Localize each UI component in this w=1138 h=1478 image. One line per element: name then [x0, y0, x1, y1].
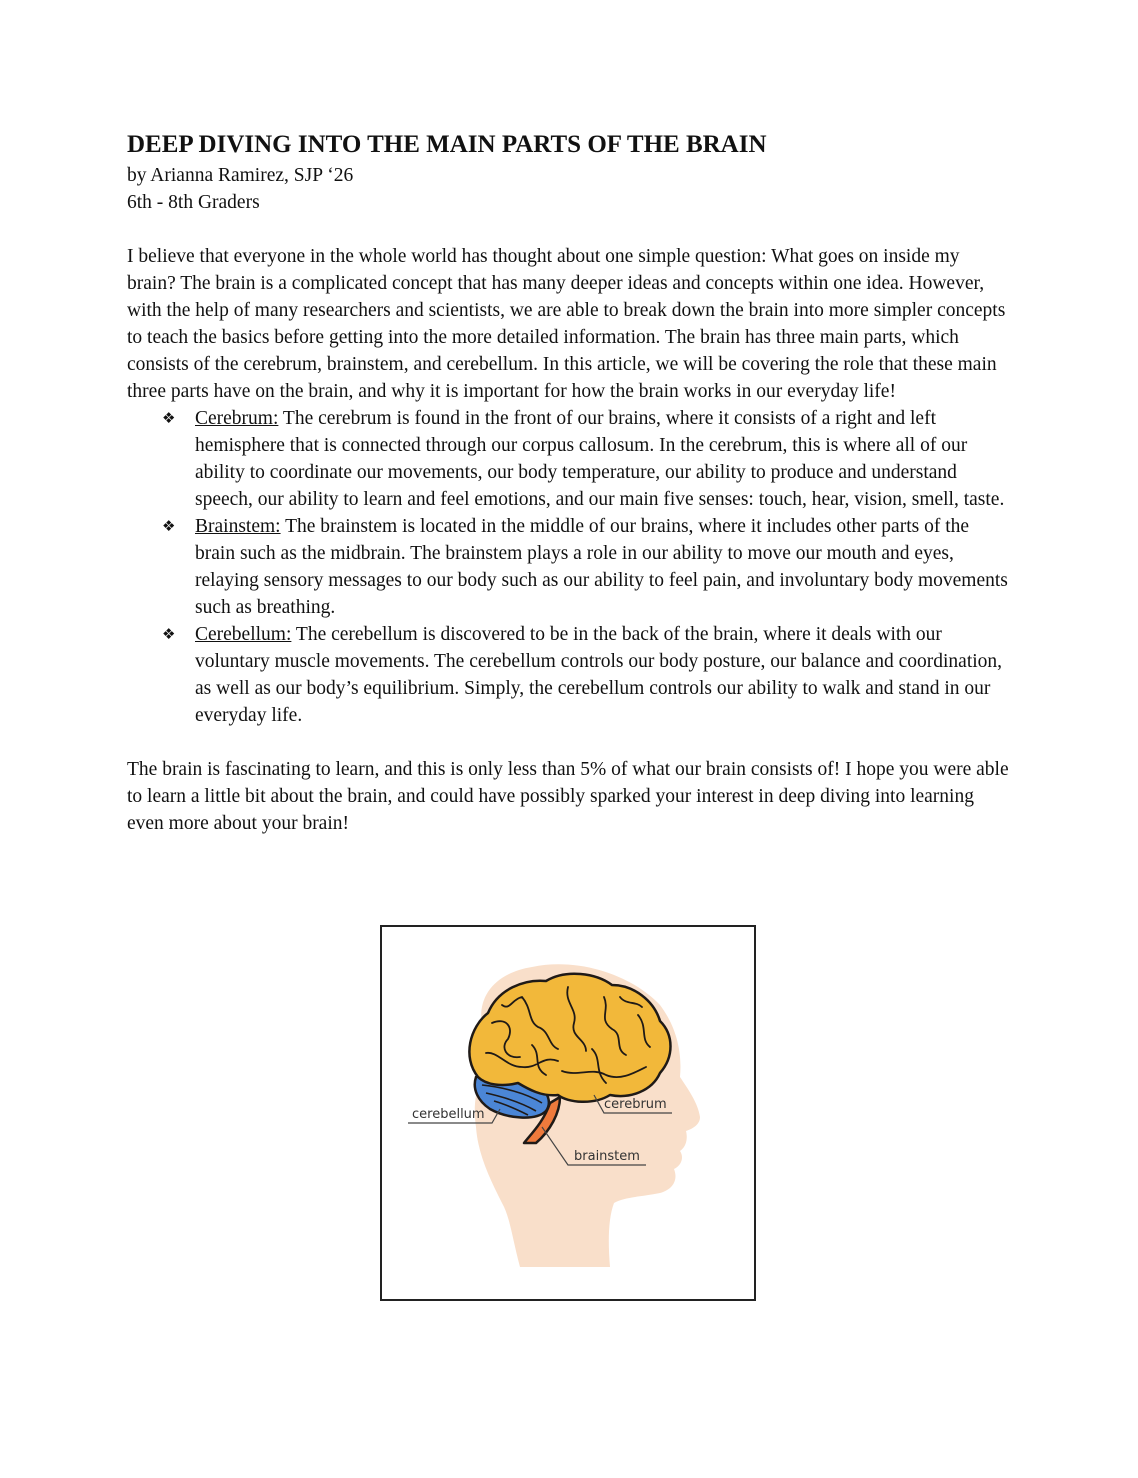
- article-byline: by Arianna Ramirez, SJP ‘26: [127, 165, 354, 186]
- brain-diagram: [382, 927, 754, 1299]
- term-cerebellum: Cerebellum:: [195, 624, 292, 645]
- document-page: [127, 128, 1011, 837]
- intro-paragraph: I believe that everyone in the whole world has thought about one simple question: What goes on inside my brain? The brain is a complicated concept that has many deeper ideas and concepts within one idea. However, with the help of many researchers and scientists, we are able to break down the brain into more simpler concepts to teach the basics before getting into the more detailed information. The brain has three main parts, which consists of the cerebrum, brainstem, and cerebellum. In this article, we will be covering the role that these main three parts have on the brain, and why it is important for how the brain works in our everyday life!: [127, 246, 1006, 402]
- article-title: DEEP DIVING INTO THE MAIN PARTS OF THE BRAIN: [127, 131, 767, 158]
- list-item-cerebrum: [127, 405, 1011, 513]
- term-brainstem: Brainstem:: [195, 516, 281, 537]
- conclusion-paragraph: The brain is fascinating to learn, and this is only less than 5% of what our brain consists of! I hope you were able to learn a little bit about the brain, and could have possibly sparked your interest in deep diving into learning even more about your brain!: [127, 759, 1009, 834]
- label-cerebrum: cerebrum: [604, 1097, 667, 1112]
- desc-cerebellum: The cerebellum is discovered to be in the back of the brain, where it deals with our voluntary muscle movements. The cerebellum controls our body posture, our balance and coordination, as well as our body’s equilibrium. Simply, the cerebellum controls our ability to walk and stand in our everyday life.: [195, 624, 1003, 726]
- list-item-brainstem: [127, 513, 1011, 621]
- label-cerebellum: cerebellum: [412, 1107, 485, 1122]
- spacer: [127, 216, 1011, 243]
- brain-diagram-figure: [380, 925, 756, 1301]
- diamond-bullet-icon: ❖: [162, 409, 176, 427]
- spacer: [127, 729, 1011, 756]
- article-audience: 6th - 8th Graders: [127, 192, 260, 213]
- desc-brainstem: The brainstem is located in the middle of our brains, where it includes other parts of the brain such as the midbrain. The brainstem plays a role in our ability to move our mouth and eyes, relaying sensory messages to our body such as our ability to feel pain, and involuntary body movements such as breathing.: [195, 516, 1008, 618]
- desc-cerebrum: The cerebrum is found in the front of our brains, where it consists of a right and left hemisphere that is connected through our corpus callosum. In the cerebrum, this is where all of our ability to coordinate our movements, our body temperature, our ability to produce and understand speech, our ability to learn and feel emotions, and our main five senses: touch, hear, vision, smell, taste.: [195, 408, 1005, 510]
- term-cerebrum: Cerebrum:: [195, 408, 279, 429]
- diamond-bullet-icon: ❖: [162, 625, 176, 643]
- list-item-cerebellum: [127, 621, 1011, 729]
- brain-parts-list: [127, 405, 1011, 729]
- diamond-bullet-icon: ❖: [162, 517, 176, 535]
- label-brainstem: brainstem: [574, 1149, 640, 1164]
